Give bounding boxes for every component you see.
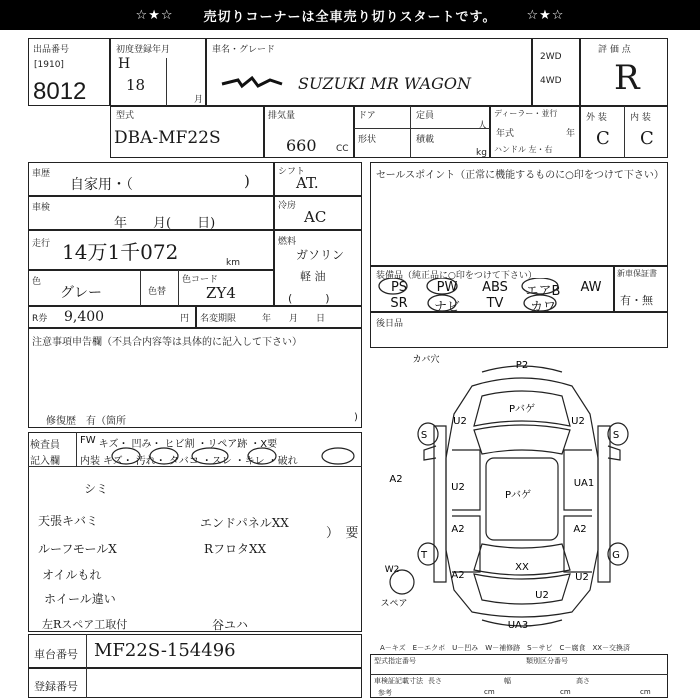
mileage-label: 走行 — [32, 239, 51, 249]
name-label: 車名・グレード — [212, 45, 276, 55]
grade-label: 評 価 点 — [598, 45, 631, 55]
lot-number: 8012 — [33, 78, 87, 105]
registration-year: 18 — [126, 76, 146, 94]
inspector-circles — [100, 446, 362, 466]
displacement-value: 660 — [286, 136, 317, 155]
diagram-legend: A－キズ E－エクボ U－凹み W－補修跡 S－サビ C－腐食 XX－交換済 — [380, 644, 631, 652]
sales-label: セールスポイント（正常に機能するものに○印をつけて下さい） — [376, 170, 664, 181]
handle-label: ハンドル 左・右 — [494, 145, 553, 154]
drive-box — [532, 38, 580, 106]
registration-era: H — [118, 56, 131, 72]
diag-label-15: U2 — [535, 590, 549, 601]
inspector-item-r1-3: ヒビ割 — [164, 439, 195, 450]
diag-label-19: W2 — [384, 565, 400, 575]
color-code-value: ZY4 — [206, 284, 236, 302]
diag-label-21: スペア — [380, 599, 408, 609]
notes-label: 注意事項申告欄（不具合内容等は具体的に記入して下さい） — [32, 337, 302, 348]
equipment-label: 装備品（純正品に○印をつけて下さい） — [376, 271, 537, 281]
equipment-item-r2-0: SR — [390, 296, 408, 311]
shape-label: 形状 — [358, 135, 377, 145]
fit-label: 後日品 — [376, 319, 404, 329]
inspector-item-r2-6: ・破れ — [267, 456, 298, 467]
repair-close-paren: ) — [354, 412, 358, 423]
fuel-label: 燃料 — [278, 237, 297, 247]
diag-label-18: G — [612, 550, 620, 561]
equipment-item-r2-1: ナビ — [433, 300, 460, 315]
len-label: 長さ — [428, 677, 442, 685]
top-banner — [0, 0, 700, 30]
chassis-label: 車台番号 — [34, 648, 78, 661]
fuel-paren: ( ) — [288, 292, 330, 305]
paint-label: 色替 — [148, 287, 167, 297]
car-diagram — [376, 350, 668, 640]
diag-label-20: UA3 — [507, 620, 529, 631]
inspector-item-r1-1: キズ・ — [98, 439, 129, 450]
color-value: グレー — [60, 285, 102, 301]
category-label: 車歴 — [32, 169, 51, 179]
ext-value: C — [596, 128, 610, 149]
diag-label-8: U2 — [451, 482, 465, 493]
diag-label-5: S — [420, 430, 428, 441]
fuel-diesel: 軽 油 — [300, 270, 326, 283]
inspector-note-1: 天張キバミ — [38, 514, 99, 528]
mileage-unit: km — [226, 258, 240, 268]
inspector-item-r1-4: ・リペア跡 — [197, 439, 248, 450]
mileage-value: 14万1千072 — [62, 240, 179, 264]
diag-label-9: Pバゲ — [504, 490, 532, 501]
banner-left-stars: ☆★☆ — [135, 7, 174, 23]
registration-number-box — [28, 668, 362, 698]
color-code-label: 色コード — [182, 275, 219, 285]
registration-label: 初度登録年月 — [116, 45, 171, 55]
diag-label-16: U2 — [575, 572, 589, 583]
displacement-unit: CC — [336, 144, 349, 154]
inspector-note-mark: ） 要 — [326, 526, 359, 541]
cat-label: 類別区分番号 — [526, 657, 568, 665]
diag-label-1: P2 — [515, 360, 529, 371]
equipment-circles — [376, 278, 616, 312]
inspector-item-r1-5: ・X要 — [250, 439, 278, 450]
int-value: C — [640, 128, 654, 149]
fit-box — [370, 312, 668, 348]
cert-label: 型式指定番号 — [374, 657, 416, 665]
capacity-unit: 人 — [478, 121, 488, 131]
year-unit: 年 — [566, 129, 576, 139]
inspector-item-r2-0: 内装 — [80, 456, 100, 467]
registration-month-unit: 月 — [194, 95, 204, 105]
shift-label: シフト — [278, 167, 306, 177]
load-unit: kg — [476, 148, 487, 158]
diag-label-10: UA1 — [573, 478, 595, 489]
inspector-item-r2-4: ・スレ — [201, 456, 232, 467]
drive-2wd: 2WD — [540, 52, 562, 62]
chassis-value: MF22S-154496 — [94, 640, 236, 661]
recycle-label: R券 — [32, 314, 48, 324]
inspection-label: 車検 — [32, 203, 51, 213]
fuel-value: ガソリン — [296, 248, 345, 262]
category-box — [28, 162, 274, 196]
model-label: 型式 — [116, 111, 135, 121]
inspector-item-r1-0: FW — [80, 435, 96, 446]
load-label: 積載 — [416, 135, 435, 145]
equipment-item-r1-1: PW — [436, 280, 458, 295]
cm-label-3: cm — [640, 688, 651, 696]
diag-label-4: U2 — [571, 416, 585, 427]
hgt-label: 高さ — [576, 677, 590, 685]
repair-label: 修復歴 有（箇所 — [46, 416, 126, 427]
inspector-note-right-1: RフロタXX — [204, 542, 267, 556]
inspector-item-r2-1: キズ・ — [103, 456, 133, 467]
inspector-item-r2-2: 汚れ・ — [135, 456, 166, 467]
door-label: ドア — [358, 111, 376, 121]
inspector-note-4: ホイール違い — [44, 592, 116, 606]
inspector-note-3: オイルもれ — [42, 568, 102, 582]
equipment-item-r2-2: TV — [486, 296, 504, 311]
drive-4wd: 4WD — [540, 76, 562, 86]
lot-label: 出品番号 — [33, 45, 70, 55]
lot-sub: [1910] — [34, 60, 64, 70]
banner-text: 売切りコーナーは全車売り切りスタートです。 — [203, 9, 497, 25]
ac-label: 冷房 — [278, 201, 297, 211]
diag-label-12: A2 — [573, 524, 587, 535]
diag-label-14: A2 — [451, 570, 465, 581]
equipment-item-r1-0: PS — [390, 280, 408, 295]
inspector-note-right-2: 谷ユハ — [212, 618, 249, 632]
wid-label: 幅 — [504, 677, 511, 685]
int-label: 内 装 — [630, 113, 651, 123]
diag-label-7: A2 — [389, 474, 403, 485]
equipment-item-r2-3: カワ — [529, 300, 556, 315]
dealer-label: ディーラー・並行 — [494, 109, 558, 118]
equipment-item-r1-4: AW — [580, 280, 602, 295]
color-label: 色 — [32, 277, 42, 287]
shift-value: AT. — [296, 174, 319, 192]
capacity-label: 定員 — [416, 111, 435, 121]
name-value: SUZUKI MR WAGON — [298, 74, 472, 93]
category-close-paren: ) — [244, 172, 250, 190]
inspector-note-right-0: エンドパネルXX — [200, 516, 289, 530]
inspector-item-r1-2: 凹み・ — [131, 439, 162, 450]
tax-label: 名変期限 — [200, 314, 237, 324]
inspection-text: 年 月( 日) — [114, 216, 216, 231]
diag-label-6: S — [612, 430, 620, 441]
displacement-label: 排気量 — [268, 111, 296, 121]
new-guarantee-label: 新車保証書 — [617, 269, 657, 278]
inspector-note-0: シミ — [84, 482, 109, 496]
recycle-box — [28, 306, 196, 328]
model-value: DBA-MF22S — [114, 128, 221, 148]
registration-number-label: 登録番号 — [34, 680, 78, 693]
inspector-item-r2-5: ・キレ — [234, 456, 265, 467]
dims-label: 車検証記載寸法 — [374, 677, 423, 685]
equipment-item-r1-2: ABS — [482, 280, 508, 295]
equipment-item-r1-3: エアB — [525, 284, 561, 299]
inspector-item-r2-3: タバコ — [168, 456, 199, 467]
new-guarantee-value: 有・無 — [620, 294, 653, 307]
inspector-label1: 検査員 — [30, 440, 60, 451]
diag-label-13: XX — [515, 562, 529, 573]
ref-label: 参考 — [378, 689, 392, 697]
diag-label-17: T — [420, 550, 428, 561]
ext-label: 外 装 — [586, 113, 607, 123]
grade-value: R — [614, 58, 640, 98]
cm-label-2: cm — [560, 688, 571, 696]
scribble-mark — [218, 72, 286, 94]
diag-label-11: A2 — [451, 524, 465, 535]
category-value: 自家用・（ — [70, 177, 133, 193]
inspector-note-5: 左Rスペア工取付 — [42, 618, 128, 631]
banner-right-stars: ☆★☆ — [526, 7, 565, 23]
diag-label-0: カバ穴 — [412, 355, 440, 365]
recycle-value: 9,400 — [64, 309, 105, 325]
recycle-unit: 円 — [180, 314, 190, 324]
cm-label-1: cm — [484, 688, 495, 696]
inspector-note-2: ルーフモールX — [38, 542, 117, 556]
diag-label-2: Pバゲ — [508, 404, 536, 415]
ac-value: AC — [304, 208, 327, 226]
year-label: 年式 — [496, 129, 515, 139]
inspector-label2: 記入欄 — [30, 456, 60, 467]
diag-label-3: U2 — [453, 416, 467, 427]
tax-text: 年 月 日 — [262, 314, 326, 324]
